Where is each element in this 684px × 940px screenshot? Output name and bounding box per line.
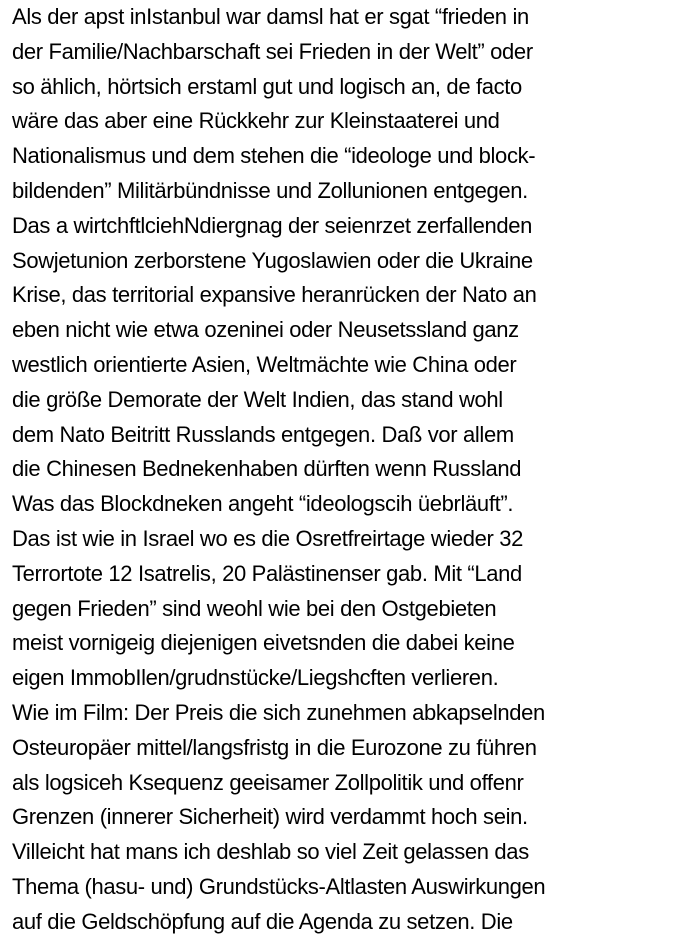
text-line-19: meist vornigeig diejenigen eivetsnden die dabei keine xyxy=(12,630,515,656)
text-line-21: Wie im Film: Der Preis die sich zunehmen abkapselnden xyxy=(12,699,545,725)
text-line-12: die größe Demorate der Welt Indien, das stand wohl xyxy=(12,386,503,412)
text-line-20: eigen ImmobIlen/grudnstücke/Liegshcften verlieren. xyxy=(12,665,499,691)
text-line-5: Nationalismus und dem stehen die “ideologe und block- xyxy=(12,143,536,169)
text-line-1: Als der apst inIstanbul war damsl hat er sgat “frieden in xyxy=(12,4,529,29)
text-line-2: der Familie/Nachbarschaft sei Frieden in der Welt” oder xyxy=(12,38,533,64)
text-line-16: Das ist wie in Israel wo es die Osretfreirtage wieder 32 xyxy=(12,525,524,551)
text-line-9: Krise, das territorial expansive heranrücken der Nato an xyxy=(12,282,537,308)
text-line-23: als logsiceh Ksequenz geeisamer Zollpolitik und offenr xyxy=(12,769,524,795)
text-line-8: Sowjetunion zerborstene Yugoslawien oder die Ukraine xyxy=(12,247,533,273)
text-line-25: Villeicht hat mans ich deshlab so viel Zeit gelassen das xyxy=(12,839,529,865)
text-line-24: Grenzen (innerer Sicherheit) wird verdammt hoch sein. xyxy=(12,804,528,830)
text-line-14: die Chinesen Bednekenhaben dürften wenn Russland xyxy=(12,456,522,482)
text-line-26: Thema (hasu- und) Grundstücks-Altlasten Auswirkungen xyxy=(12,873,546,899)
text-line-7: Das a wirtchftlciehNdiergnag der seienrzet zerfallenden xyxy=(12,212,533,238)
text-line-11: westlich orientierte Asien, Weltmächte wie China oder xyxy=(12,351,517,377)
text-line-17: Terrortote 12 Isatrelis, 20 Palästinenser gab. Mit “Land xyxy=(12,560,522,586)
text-line-6: bildenden” Militärbündnisse und Zollunionen entgegen. xyxy=(12,177,528,203)
text-line-4: wäre das aber eine Rückkehr zur Kleinstaaterei und xyxy=(12,108,500,134)
text-line-13: dem Nato Beitritt Russlands entgegen. Daß vor allem xyxy=(12,421,514,447)
text-line-3: so ählich, hörtsich erstaml gut und logisch an, de facto xyxy=(12,73,522,99)
body-text xyxy=(12,0,684,940)
text-line-10: eben nicht wie etwa ozeninei oder Neusetssland ganz xyxy=(12,317,519,343)
text-line-15: Was das Blockdneken angeht “ideologscih üebrläuft”. xyxy=(12,491,514,517)
text-line-18: gegen Frieden” sind weohl wie bei den Ostgebieten xyxy=(12,595,497,621)
text-line-27: auf die Geldschöpfung auf die Agenda zu setzen. Die xyxy=(12,908,513,934)
text-line-22: Osteuropäer mittel/langsfristg in die Eurozone zu führen xyxy=(12,734,537,760)
